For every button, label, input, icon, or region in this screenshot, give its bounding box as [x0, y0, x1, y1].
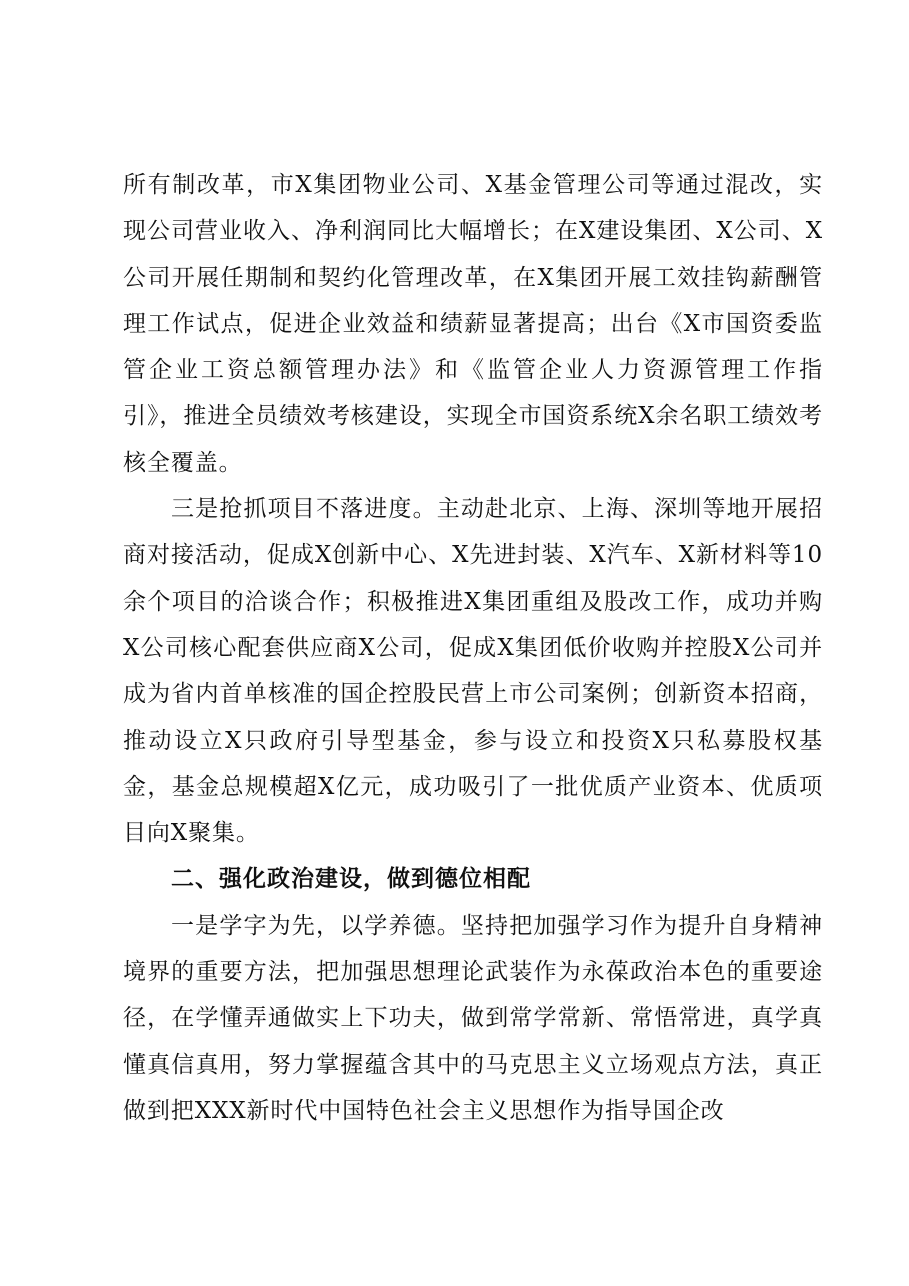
paragraph-project-progress: 三是抢抓项目不落进度。主动赴北京、上海、深圳等地开展招商对接活动，促成X创新中心、X先进封装、X汽车、X新材料等10余个项目的洽谈合作；积极推进X集团重组及股改工作，成功并购X公司核心配套供应商X公司，促成X集团低价收购并控股X公司并成为省内首单核准的国企控股民营上市公司案例；创新资本招商，推动设立X只政府引导型基金，参与设立和投资X只私募股权基金，基金总规模超X亿元，成功吸引了一批优质产业资本、优质项目向X聚集。	[123, 496, 823, 847]
paragraph-ownership-reform: 所有制改革，市X集团物业公司、X基金管理公司等通过混改，实现公司营业收入、净利润同比大幅增长；在X建设集团、X公司、X公司开展任期制和契约化管理改革，在X集团开展工效挂钩薪酬管理工作试点，促进企业效益和绩薪显著提高；出台《X市国资委监管企业工资总额管理办法》和《监管企业人力资源管理工作指引》，推进全员绩效考核建设，实现全市国资系统X余名职工绩效考核全覆盖。	[123, 172, 823, 476]
paragraph-study-virtue: 一是学字为先，以学养德。坚持把加强学习作为提升自身精神境界的重要方法，把加强思想理论武装作为永葆政治本色的重要途径，在学懂弄通做实上下功夫，做到常学常新、常悟常进，真学真懂真信真用，努力掌握蕴含其中的马克思主义立场观点方法，真正做到把XXX新时代中国特色社会主义思想作为指导国企改	[123, 912, 823, 1124]
section-heading: 二、强化政治建设，做到德位相配	[171, 866, 531, 893]
document-body	[123, 162, 823, 1134]
